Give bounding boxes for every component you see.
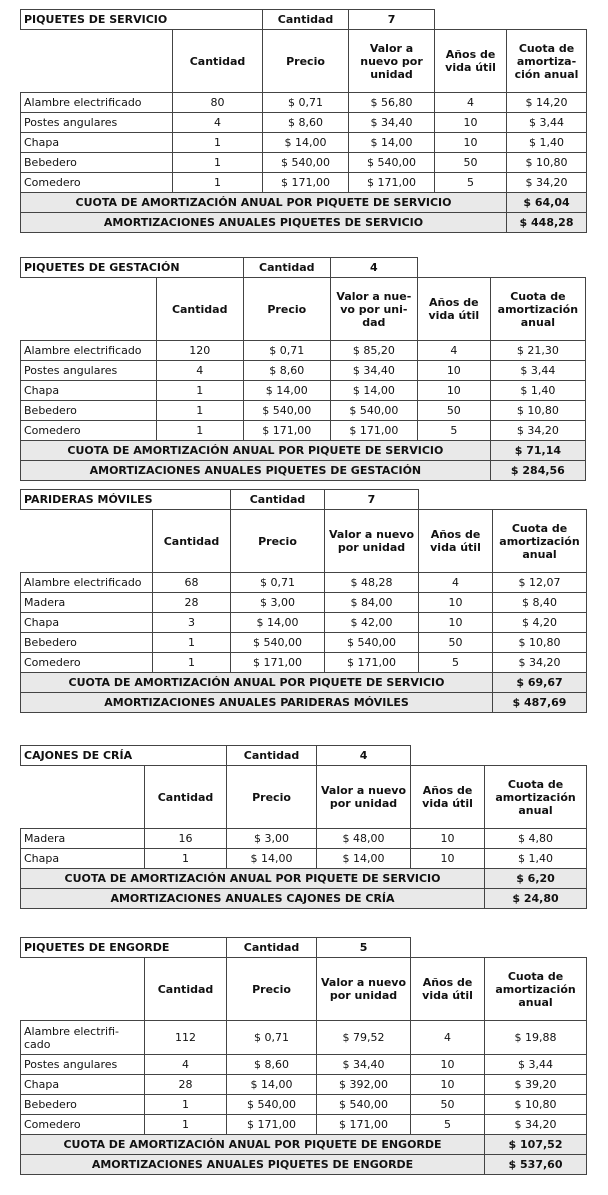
total-label: CUOTA DE AMORTIZACIÓN ANUAL POR PIQUETE DE SERVICIO (21, 673, 493, 693)
cell-valor: $ 48,28 (325, 573, 419, 593)
cell-item: Bebedero (21, 1095, 145, 1115)
cell-item: Chapa (21, 613, 153, 633)
cell-precio: $ 8,60 (243, 361, 330, 381)
cell-anos: 50 (419, 633, 493, 653)
col-header: Valor a nuevo por unidad (317, 766, 411, 829)
col-header: Precio (227, 958, 317, 1021)
cell-cuota: $ 34,20 (485, 1115, 587, 1135)
cell-precio: $ 540,00 (243, 401, 330, 421)
total-label: CUOTA DE AMORTIZACIÓN ANUAL POR PIQUETE DE SERVICIO (21, 193, 507, 213)
cell-item: Comedero (21, 421, 157, 441)
cell-anos: 4 (411, 1021, 485, 1055)
cantidad-value: 4 (317, 746, 411, 766)
cell-cuota: $ 3,44 (490, 361, 585, 381)
cell-item: Comedero (21, 173, 173, 193)
col-header: Precio (263, 30, 349, 93)
cantidad-label: Cantidad (263, 10, 349, 30)
total-label: AMORTIZACIONES ANUALES CAJONES DE CRÍA (21, 889, 485, 909)
cell-cuota: $ 10,80 (493, 633, 587, 653)
total-label: AMORTIZACIONES ANUALES PIQUETES DE GESTACIÓN (21, 461, 491, 481)
table-row (21, 401, 586, 421)
cell-valor: $ 14,00 (349, 133, 435, 153)
col-header: Precio (243, 278, 330, 341)
cell-cuota: $ 10,80 (490, 401, 585, 421)
cell-valor: $ 540,00 (317, 1095, 411, 1115)
total-label: CUOTA DE AMORTIZACIÓN ANUAL POR PIQUETE DE SERVICIO (21, 441, 491, 461)
cell-precio: $ 14,00 (263, 133, 349, 153)
cell-cantidad: 1 (145, 849, 227, 869)
total-value: $ 107,52 (485, 1135, 587, 1155)
cell-precio: $ 14,00 (231, 613, 325, 633)
table-row (21, 593, 587, 613)
col-header: Años de vida útil (435, 30, 507, 93)
table-piquetes-servicio (20, 9, 586, 233)
cantidad-value: 7 (349, 10, 435, 30)
cell-cantidad: 1 (145, 1115, 227, 1135)
cell-precio: $ 171,00 (263, 173, 349, 193)
col-header: Cuota de amortización anual (485, 958, 587, 1021)
cantidad-value: 7 (325, 490, 419, 510)
cell-valor: $ 34,40 (317, 1055, 411, 1075)
col-header: Cantidad (156, 278, 243, 341)
table-row (21, 1055, 587, 1075)
cell-cuota: $ 34,20 (490, 421, 585, 441)
cell-anos: 4 (435, 93, 507, 113)
col-header: Cuota de amortización anual (485, 766, 587, 829)
cell-item: Bebedero (21, 633, 153, 653)
cell-cuota: $ 3,44 (485, 1055, 587, 1075)
col-header: Valor a nuevo por unidad (325, 510, 419, 573)
cell-valor: $ 392,00 (317, 1075, 411, 1095)
col-header: Precio (231, 510, 325, 573)
table-row (21, 829, 587, 849)
total-value: $ 6,20 (485, 869, 587, 889)
cell-item: Postes angulares (21, 113, 173, 133)
cell-cantidad: 112 (145, 1021, 227, 1055)
table-row (21, 361, 586, 381)
table-piquetes-gestacion (20, 257, 586, 481)
cell-anos: 10 (411, 829, 485, 849)
cell-anos: 50 (417, 401, 490, 421)
cell-cantidad: 4 (173, 113, 263, 133)
table-row (21, 633, 587, 653)
cell-precio: $ 540,00 (231, 633, 325, 653)
col-header: Cantidad (145, 958, 227, 1021)
cell-anos: 10 (411, 849, 485, 869)
cantidad-label: Cantidad (231, 490, 325, 510)
cell-cuota: $ 19,88 (485, 1021, 587, 1055)
cell-valor: $ 171,00 (330, 421, 417, 441)
cell-valor: $ 48,00 (317, 829, 411, 849)
total-row (21, 889, 587, 909)
cell-valor: $ 171,00 (325, 653, 419, 673)
table-row (21, 113, 587, 133)
header-blank (21, 510, 153, 573)
col-header: Cuota de amortización anual (493, 510, 587, 573)
cell-anos: 4 (419, 573, 493, 593)
col-header: Cuota de amortiza-ción anual (507, 30, 587, 93)
total-row (21, 213, 587, 233)
cantidad-label: Cantidad (227, 746, 317, 766)
cell-item: Alambre electrifi-cado (21, 1021, 145, 1055)
cell-valor: $ 85,20 (330, 341, 417, 361)
cell-cantidad: 1 (173, 153, 263, 173)
table-cajones-cria (20, 745, 586, 909)
table-title: PIQUETES DE SERVICIO (21, 10, 263, 30)
cell-cantidad: 16 (145, 829, 227, 849)
cantidad-value: 4 (330, 258, 417, 278)
cell-valor: $ 56,80 (349, 93, 435, 113)
cell-item: Chapa (21, 849, 145, 869)
col-header: Cantidad (145, 766, 227, 829)
cell-anos: 10 (435, 133, 507, 153)
header-blank (21, 958, 145, 1021)
cantidad-label: Cantidad (227, 938, 317, 958)
cell-precio: $ 8,60 (263, 113, 349, 133)
total-value: $ 69,67 (493, 673, 587, 693)
cell-valor: $ 34,40 (330, 361, 417, 381)
cell-precio: $ 540,00 (227, 1095, 317, 1115)
cell-cuota: $ 4,80 (485, 829, 587, 849)
cell-cantidad: 1 (156, 421, 243, 441)
cell-cuota: $ 34,20 (507, 173, 587, 193)
cell-cuota: $ 21,30 (490, 341, 585, 361)
total-label: AMORTIZACIONES ANUALES PIQUETES DE ENGORDE (21, 1155, 485, 1175)
cell-item: Madera (21, 593, 153, 613)
cell-item: Chapa (21, 133, 173, 153)
cell-item: Alambre electrificado (21, 93, 173, 113)
cell-cantidad: 28 (153, 593, 231, 613)
cell-cantidad: 1 (173, 173, 263, 193)
header-blank (21, 278, 157, 341)
table-title: PARIDERAS MÓVILES (21, 490, 231, 510)
cell-cuota: $ 12,07 (493, 573, 587, 593)
total-value: $ 487,69 (493, 693, 587, 713)
table-row (21, 381, 586, 401)
cell-cantidad: 80 (173, 93, 263, 113)
cell-anos: 5 (411, 1115, 485, 1135)
cell-anos: 50 (411, 1095, 485, 1115)
total-row (21, 673, 587, 693)
cell-valor: $ 34,40 (349, 113, 435, 133)
cell-cuota: $ 1,40 (490, 381, 585, 401)
cell-valor: $ 79,52 (317, 1021, 411, 1055)
total-row (21, 441, 586, 461)
table-row (21, 1095, 587, 1115)
cantidad-label: Cantidad (243, 258, 330, 278)
cell-precio: $ 14,00 (227, 1075, 317, 1095)
col-header: Valor a nue-vo por uni-dad (330, 278, 417, 341)
cell-cantidad: 1 (153, 653, 231, 673)
col-header: Cuota de amortización anual (490, 278, 585, 341)
cell-item: Postes angulares (21, 361, 157, 381)
table-row (21, 421, 586, 441)
cell-precio: $ 0,71 (263, 93, 349, 113)
total-row (21, 693, 587, 713)
table-row (21, 1021, 587, 1055)
col-header: Precio (227, 766, 317, 829)
cell-cantidad: 4 (145, 1055, 227, 1075)
table-title: CAJONES DE CRÍA (21, 746, 227, 766)
cell-cantidad: 68 (153, 573, 231, 593)
cell-precio: $ 14,00 (243, 381, 330, 401)
total-value: $ 284,56 (490, 461, 585, 481)
cell-anos: 10 (419, 613, 493, 633)
table-row (21, 173, 587, 193)
total-value: $ 64,04 (507, 193, 587, 213)
cell-anos: 5 (435, 173, 507, 193)
header-blank (21, 30, 173, 93)
cell-item: Madera (21, 829, 145, 849)
cell-precio: $ 3,00 (231, 593, 325, 613)
table-row (21, 1115, 587, 1135)
cell-anos: 10 (417, 381, 490, 401)
total-label: CUOTA DE AMORTIZACIÓN ANUAL POR PIQUETE DE ENGORDE (21, 1135, 485, 1155)
cell-cuota: $ 10,80 (485, 1095, 587, 1115)
table-row (21, 653, 587, 673)
cell-anos: 50 (435, 153, 507, 173)
cell-precio: $ 0,71 (227, 1021, 317, 1055)
total-value: $ 24,80 (485, 889, 587, 909)
total-value: $ 71,14 (490, 441, 585, 461)
cell-valor: $ 171,00 (349, 173, 435, 193)
col-header: Años de vida útil (417, 278, 490, 341)
cell-precio: $ 171,00 (243, 421, 330, 441)
table-title: PIQUETES DE ENGORDE (21, 938, 227, 958)
cell-precio: $ 0,71 (243, 341, 330, 361)
cell-precio: $ 3,00 (227, 829, 317, 849)
table-row (21, 613, 587, 633)
table-row (21, 1075, 587, 1095)
cell-cantidad: 1 (156, 381, 243, 401)
table-row (21, 341, 586, 361)
total-row (21, 193, 587, 213)
table-row (21, 93, 587, 113)
cell-item: Comedero (21, 653, 153, 673)
cell-anos: 5 (417, 421, 490, 441)
cell-valor: $ 42,00 (325, 613, 419, 633)
cell-anos: 10 (417, 361, 490, 381)
col-header: Años de vida útil (411, 958, 485, 1021)
cell-cuota: $ 10,80 (507, 153, 587, 173)
cell-item: Bebedero (21, 153, 173, 173)
cell-valor: $ 84,00 (325, 593, 419, 613)
table-title: PIQUETES DE GESTACIÓN (21, 258, 244, 278)
cell-valor: $ 540,00 (330, 401, 417, 421)
cell-item: Chapa (21, 1075, 145, 1095)
total-row (21, 1135, 587, 1155)
total-label: CUOTA DE AMORTIZACIÓN ANUAL POR PIQUETE DE SERVICIO (21, 869, 485, 889)
cell-cuota: $ 4,20 (493, 613, 587, 633)
cell-anos: 10 (435, 113, 507, 133)
total-label: AMORTIZACIONES ANUALES PARIDERAS MÓVILES (21, 693, 493, 713)
table-row (21, 573, 587, 593)
col-header: Años de vida útil (419, 510, 493, 573)
cell-precio: $ 8,60 (227, 1055, 317, 1075)
cell-precio: $ 0,71 (231, 573, 325, 593)
cell-item: Chapa (21, 381, 157, 401)
cell-anos: 10 (411, 1075, 485, 1095)
cell-item: Postes angulares (21, 1055, 145, 1075)
col-header: Valor a nuevo por unidad (349, 30, 435, 93)
table-row (21, 153, 587, 173)
table-row (21, 133, 587, 153)
cell-valor: $ 540,00 (325, 633, 419, 653)
cell-cantidad: 1 (153, 633, 231, 653)
cell-valor: $ 171,00 (317, 1115, 411, 1135)
cell-anos: 4 (417, 341, 490, 361)
header-blank (21, 766, 145, 829)
cell-cantidad: 1 (145, 1095, 227, 1115)
cell-item: Alambre electrificado (21, 573, 153, 593)
cell-precio: $ 171,00 (227, 1115, 317, 1135)
total-label: AMORTIZACIONES ANUALES PIQUETES DE SERVICIO (21, 213, 507, 233)
cell-cantidad: 1 (156, 401, 243, 421)
cell-cuota: $ 39,20 (485, 1075, 587, 1095)
col-header: Años de vida útil (411, 766, 485, 829)
cell-cuota: $ 34,20 (493, 653, 587, 673)
cell-cantidad: 4 (156, 361, 243, 381)
cell-valor: $ 14,00 (317, 849, 411, 869)
cell-anos: 5 (419, 653, 493, 673)
cell-cuota: $ 8,40 (493, 593, 587, 613)
col-header: Cantidad (173, 30, 263, 93)
cell-cantidad: 28 (145, 1075, 227, 1095)
table-piquetes-engorde (20, 937, 586, 1175)
cell-valor: $ 14,00 (330, 381, 417, 401)
total-row (21, 1155, 587, 1175)
total-row (21, 869, 587, 889)
cell-cantidad: 120 (156, 341, 243, 361)
cell-precio: $ 540,00 (263, 153, 349, 173)
cantidad-value: 5 (317, 938, 411, 958)
total-value: $ 448,28 (507, 213, 587, 233)
cell-cuota: $ 14,20 (507, 93, 587, 113)
cell-cuota: $ 1,40 (507, 133, 587, 153)
cell-cantidad: 1 (173, 133, 263, 153)
col-header: Cantidad (153, 510, 231, 573)
total-row (21, 461, 586, 481)
cell-cantidad: 3 (153, 613, 231, 633)
cell-cuota: $ 1,40 (485, 849, 587, 869)
cell-item: Bebedero (21, 401, 157, 421)
cell-cuota: $ 3,44 (507, 113, 587, 133)
cell-precio: $ 171,00 (231, 653, 325, 673)
cell-anos: 10 (411, 1055, 485, 1075)
col-header: Valor a nuevo por unidad (317, 958, 411, 1021)
total-value: $ 537,60 (485, 1155, 587, 1175)
cell-item: Comedero (21, 1115, 145, 1135)
cell-precio: $ 14,00 (227, 849, 317, 869)
cell-valor: $ 540,00 (349, 153, 435, 173)
cell-item: Alambre electrificado (21, 341, 157, 361)
table-parideras-moviles (20, 489, 586, 713)
table-row (21, 849, 587, 869)
cell-anos: 10 (419, 593, 493, 613)
